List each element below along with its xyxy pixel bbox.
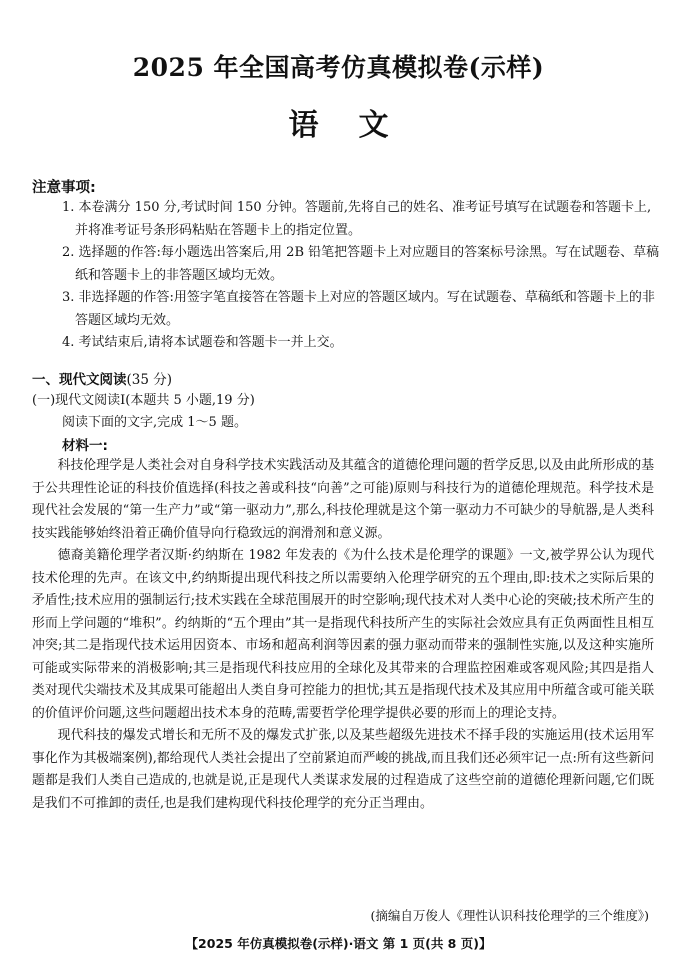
passage-body — [32, 455, 654, 815]
section-heading — [32, 368, 172, 388]
passage-paragraph: 德裔美籍伦理学者汉斯·约纳斯在 1982 年发表的《为什么技术是伦理学的课题》一文,被学界公认为现代技术伦理的先声。在该文中,约纳斯提出现代科技之所以需要纳入伦理学研究的五个理由,即:技术之实际后果的矛盾性;技术应用的强制运行;技术实践在全球范围展开的时空影响;现代技术对人类中心论的突破;技术所产生的形而上学问题的“堆积”。约纳斯的“五个理由”其一是指现代科技所产生的实际社会效应具有正负两面性且相互冲突;其二是指现代技术运用因资本、市场和超高利润等因素的强力驱动而带来的强制性实施,以及这种实施所可能或实际带来的消极影响;其三是指现代科技应用的全球化及其带来的合理监控困难或客观风险;其四是指人类对现代尖端技术及其成果可能超出人类自身可控能力的担忧;其五是指现代技术及其应用中所蕴含或可能关联的价值评价问题,这些问题超出技术本身的范畴,需要哲学伦理学提供必要的形而上的理论支持。 — [32, 548, 654, 721]
subsection-heading: (一)现代文阅读Ⅰ(本题共 5 小题,19 分) — [32, 393, 255, 408]
notice-item: 3. 非选择题的作答:用签字笔直接答在答题卡上对应的答题区域内。写在试题卷、草稿纸和答题卡上的非答题区域均无效。 — [62, 290, 655, 328]
page-footer: 【2025 年仿真模拟卷(示样)·语文 第 1 页(共 8 页)】 — [185, 936, 492, 951]
passage-paragraph: 现代科技的爆发式增长和无所不及的爆发式扩张,以及某些超级先进技术不择手段的实施运用(技术运用军事化作为其极端案例),都给现代人类社会提出了空前紧迫而严峻的挑战,而且我们还必须牢记一点:所有这些新问题都是我们人类自己造成的,也就是说,正是现代人类谋求发展的过程造成了这些空前的道德伦理新问题,它们既是我们不可推卸的责任,也是我们建构现代科技伦理学的充分正当理由。 — [32, 728, 654, 811]
section-title: 一、现代文阅读 — [32, 372, 127, 388]
passage-source: (摘编自万俊人《理性认识科技伦理学的三个维度》) — [370, 908, 649, 923]
section-points: (35 分) — [126, 372, 173, 388]
notice-heading: 注意事项: — [32, 180, 96, 196]
notice-item: 4. 考试结束后,请将本试题卷和答题卡一并上交。 — [62, 335, 343, 350]
exam-title: 2025 年全国高考仿真模拟卷(示样) — [132, 53, 545, 82]
passage-paragraph: 科技伦理学是人类社会对自身科学技术实践活动及其蕴含的道德伦理问题的哲学反思,以及由此所形成的基于公共理性论证的科技价值选择(科技之善或科技“向善”之可能)原则与科技行为的道德伦理规范。科学技术是现代社会发展的“第一生产力”或“第一驱动力”,那么,科技伦理就是这个第一驱动力不可缺少的导航器,是人类科技实践能够始终沿着正确价值导向行稳致远的润滑剂和意义源。 — [32, 458, 654, 541]
notice-item: 2. 选择题的作答:每小题选出答案后,用 2B 铅笔把答题卡上对应题目的答案标号涂黑。写在试题卷、草稿纸和答题卡上的非答题区域均无效。 — [62, 245, 660, 283]
material-label: 材料一: — [62, 438, 108, 454]
reading-instruction: 阅读下面的文字,完成 1～5 题。 — [62, 415, 247, 430]
subject-title: 语文 — [288, 108, 429, 143]
notice-item: 1. 本卷满分 150 分,考试时间 150 分钟。答题前,先将自己的姓名、准考证号填写在试题卷和答题卡上,并将准考证号条形码粘贴在答题卡上的指定位置。 — [62, 200, 652, 238]
notice-list — [62, 197, 662, 355]
